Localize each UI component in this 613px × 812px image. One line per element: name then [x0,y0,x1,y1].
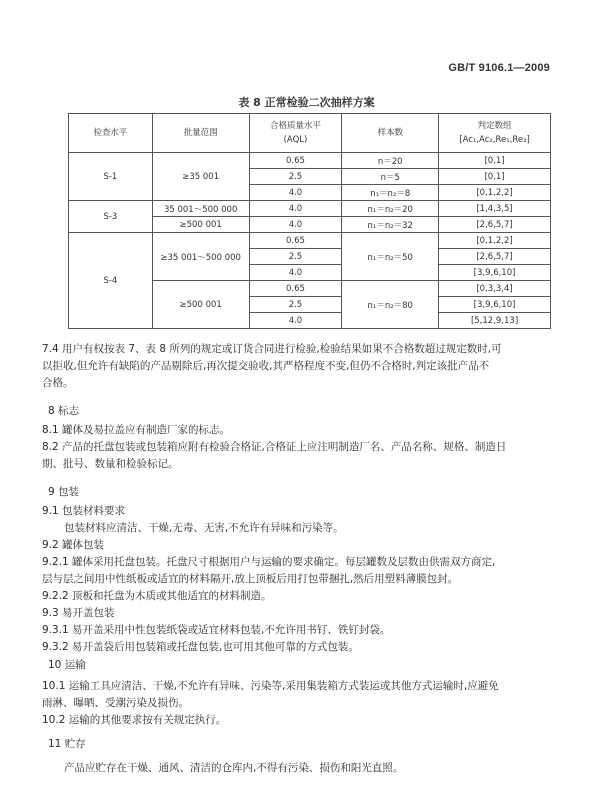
clause-7-4-line1: 7.4 用户有权按表 7、表 8 所列的规定或订货合同进行检验,检验结果如果不合格数超过规定数时,可 [42,343,502,355]
aql-header-line2: (AQL) [283,135,308,145]
aql-cell: 2.5 [249,169,342,185]
aql-cell: 4.0 [249,185,342,201]
judge-cell: [1,4,3,5] [439,201,551,217]
batch-cell: ≥35 001 [152,153,249,201]
aql-header-line1: 合格质量水平 [269,121,321,131]
sample-cell: n₁＝n₂＝50 [342,233,439,281]
clause-7-4 [42,341,572,392]
clause-10 [42,678,572,729]
col-header-judge [439,114,551,153]
clause-10-1-line2: 雨淋、曝晒、受潮污染及损伤。 [42,697,189,709]
judge-header-line2: [Ac₁,Ac₂,Re₁,Re₂] [459,135,530,145]
clause-9-2-1-line2: 层与层之间用中性纸板或适宜的材料隔开,放上顶板后用打包带捆扎,然后用塑料薄膜包封。 [42,573,459,585]
sample-cell: n₁＝n₂＝8 [342,185,439,201]
aql-cell: 0.65 [249,233,342,249]
clause-7-4-line3: 合格。 [42,377,74,389]
judge-cell: [0,1] [439,153,551,169]
level-cell: S-4 [69,233,153,329]
judge-cell: [0,1,2,2] [439,233,551,249]
sample-cell: n＝5 [342,169,439,185]
clause-9-2: 9.2 罐体包装 [42,539,105,551]
clause-11 [42,760,572,777]
sample-cell: n₁＝n₂＝80 [342,281,439,329]
sample-cell: n＝20 [342,153,439,169]
clause-9-2-2: 9.2.2 顶板和托盘为木质或其他适宜的材料制造。 [42,590,272,602]
table-header-row [69,114,551,153]
aql-cell: 4.0 [249,201,342,217]
level-cell: S-1 [69,153,153,201]
table-row [69,201,551,217]
aql-cell: 0.65 [249,153,342,169]
judge-header-line1: 判定数组 [477,121,512,131]
section-heading-10: 10 运输 [48,659,86,671]
sample-cell: n₁＝n₂＝32 [342,217,439,233]
judge-cell: [0,1,2,2] [439,185,551,201]
clause-10-2: 10.2 运输的其他要求按有关规定执行。 [42,714,227,726]
aql-cell: 2.5 [249,249,342,265]
clause-9-3: 9.3 易开盖包装 [42,607,115,619]
clause-9-2-1-line1: 9.2.1 罐体采用托盘包装。托盘尺寸根据用户与运输的要求确定。每层罐数及层数由供需双方商定, [42,556,496,568]
table-title: 表 8 正常检验二次抽样方案 [238,96,375,109]
clause-9-3-2: 9.3.2 易开盖袋后用包装箱或托盘包装,也可用其他可靠的方式包装。 [42,641,359,653]
judge-cell: [0,1] [439,169,551,185]
sample-cell: n₁＝n₂＝20 [342,201,439,217]
batch-cell: 35 001～500 000 [152,201,249,217]
clause-8-1: 8.1 罐体及易拉盖应有制造厂家的标志。 [42,424,231,436]
aql-cell: 4.0 [249,313,342,329]
judge-cell: [3,9,6,10] [439,265,551,281]
standard-code: GB/T 9106.1—2009 [448,62,550,74]
table-row [69,153,551,169]
level-cell: S-3 [69,201,153,233]
clause-9-1: 9.1 包装材料要求 [42,505,126,517]
clause-9-1-body: 包装材料应清洁、干燥,无毒、无害,不允许有异味和污染等。 [64,522,344,534]
aql-cell: 2.5 [249,297,342,313]
clause-10-1-line1: 10.1 运输工具应清洁、干燥,不允许有异味、污染等,采用集装箱方式装运或其他方式运输时,应避免 [42,680,499,692]
batch-cell: ≥35 001～500 000 [152,233,249,281]
judge-cell: [2,6,5,7] [439,217,551,233]
aql-cell: 0.65 [249,281,342,297]
aql-cell: 4.0 [249,265,342,281]
aql-cell: 4.0 [249,217,342,233]
clause-8-2-line1: 8.2 产品的托盘包装或包装箱应附有检验合格证,合格证上应注明制造厂名、产品名称、规格、制造日 [42,441,507,453]
section-heading-11: 11 贮存 [48,738,86,750]
clause-9 [42,503,572,656]
clause-8 [42,422,572,473]
judge-cell: [3,9,6,10] [439,297,551,313]
judge-cell: [2,6,5,7] [439,249,551,265]
col-header-level: 检查水平 [69,114,153,153]
batch-cell: ≥500 001 [152,217,249,233]
judge-cell: [5,12,9,13] [439,313,551,329]
col-header-batch: 批量范围 [152,114,249,153]
clause-11-body: 产品应贮存在干燥、通风、清洁的仓库内,不得有污染、损伤和阳光直照。 [64,762,404,774]
clause-7-4-line2: 以拒收,但允许有缺陷的产品剔除后,再次提交验收,其严格程度不变,但仍不合格时,判定该批产品不 [42,360,490,372]
sampling-table [68,113,551,329]
clause-8-2-line2: 期、批号、数量和检验标记。 [42,458,179,470]
table-row [69,233,551,249]
clause-9-3-1: 9.3.1 易开盖采用中性包装纸袋或适宜材料包装,不允许用书钉、铁钉封袋。 [42,624,391,636]
section-heading-9: 9 包装 [48,486,80,498]
col-header-sample: 样本数 [342,114,439,153]
section-heading-8: 8 标志 [48,405,80,417]
batch-cell: ≥500 001 [152,281,249,329]
judge-cell: [0,3,3,4] [439,281,551,297]
col-header-aql [249,114,342,153]
